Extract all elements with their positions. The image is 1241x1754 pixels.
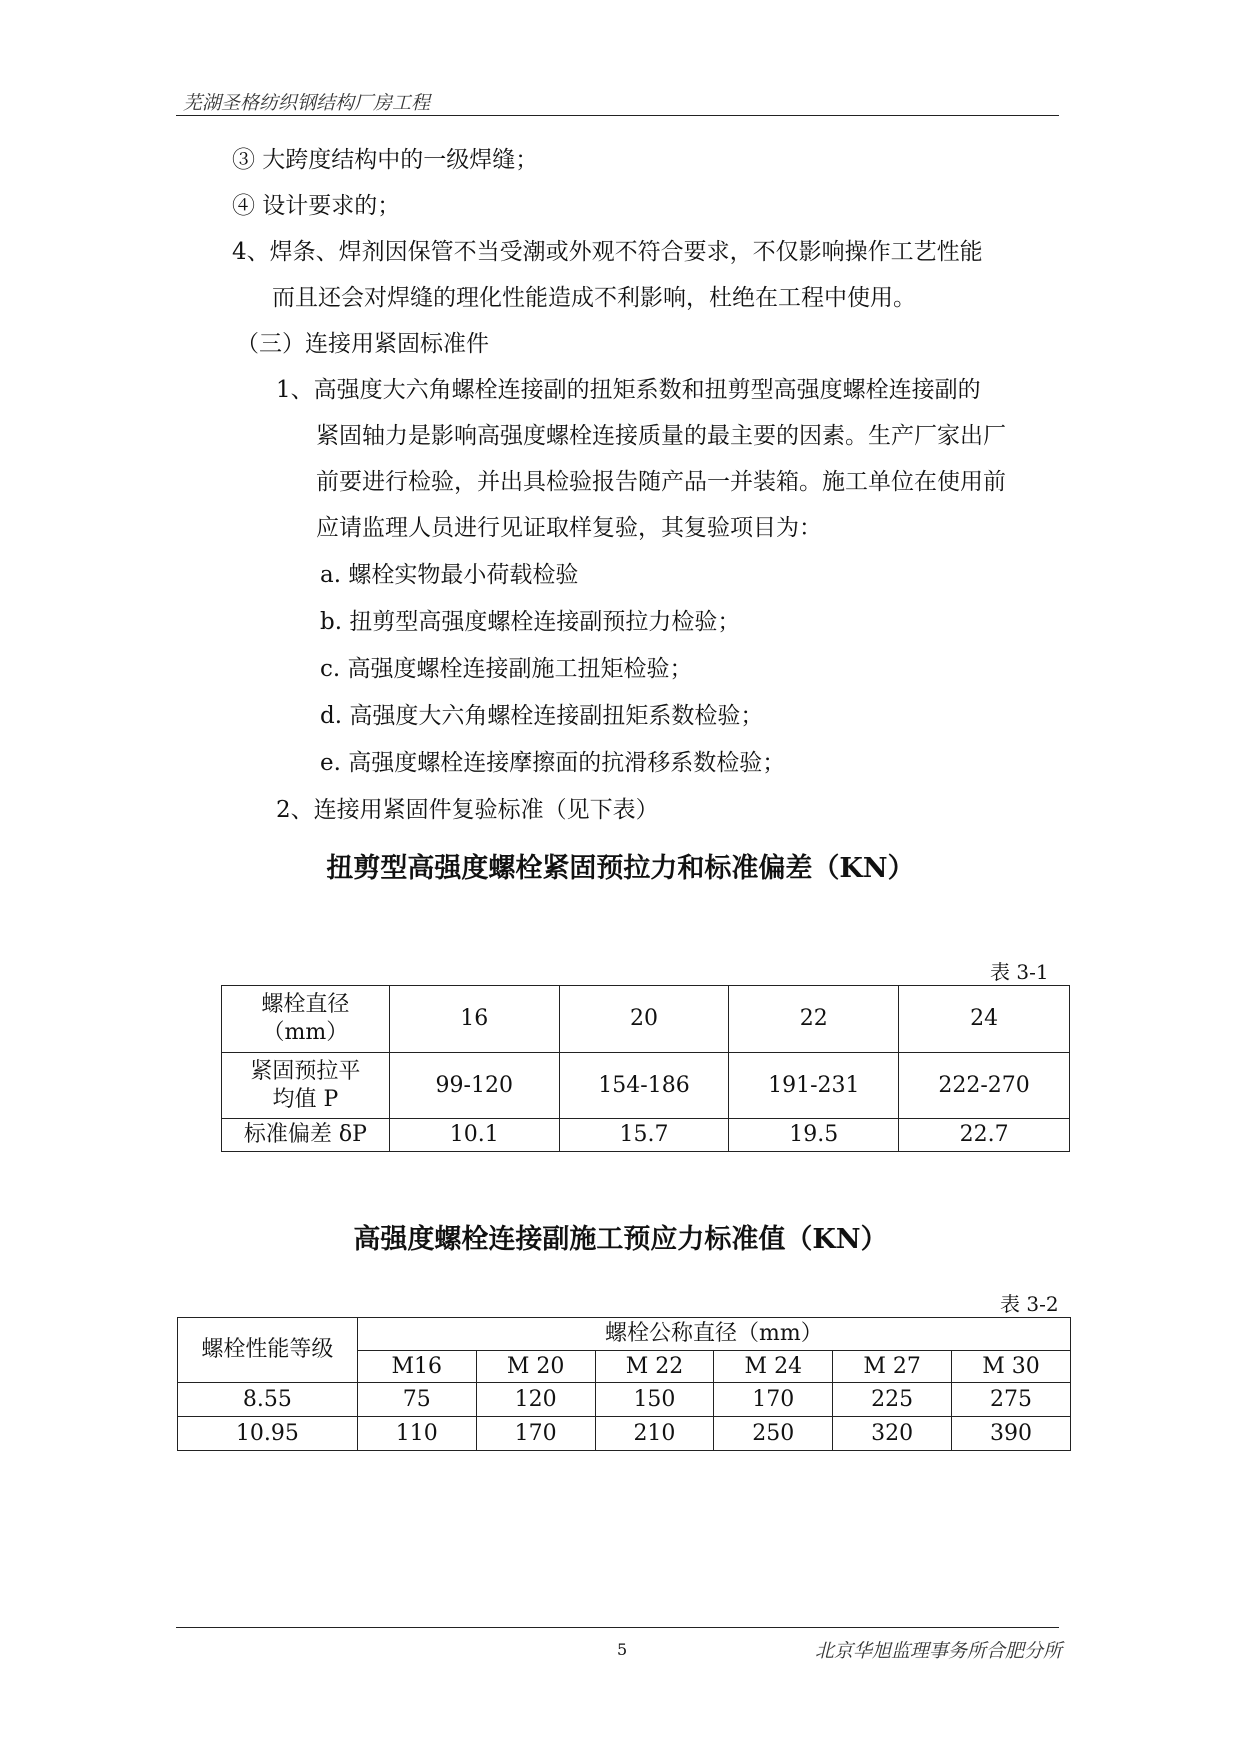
- table2-value-cell: 225: [833, 1383, 952, 1417]
- paragraph-item-1-line1: 1、高强度大六角螺栓连接副的扭矩系数和扭剪型高强度螺栓连接副的: [276, 377, 981, 403]
- table1-diameter-cell: 22: [729, 986, 899, 1053]
- table2-row-grade-8-55: [178, 1383, 1071, 1417]
- table2-value-cell: 170: [476, 1417, 595, 1451]
- list-item-4-circle: ④ 设计要求的；: [232, 193, 401, 219]
- paragraph-item-1-line4: 应请监理人员进行见证取样复验，其复验项目为：: [316, 515, 822, 541]
- table1-pretension-label-line2: 均值 P: [272, 1086, 339, 1112]
- table1-pretension-cell: 154-186: [559, 1053, 729, 1119]
- table2-title: 高强度螺栓连接副施工预应力标准值（KN）: [353, 1224, 888, 1255]
- paragraph-item-1-line2: 紧固轴力是影响高强度螺栓连接质量的最主要的因素。生产厂家出厂: [316, 423, 1006, 449]
- table1-diameter-cell: 20: [559, 986, 729, 1053]
- table1-row-pretension: [222, 1053, 1070, 1119]
- table1-pretension-label-line1: 紧固预拉平: [250, 1058, 361, 1084]
- footer-organization: 北京华旭监理事务所合肥分所: [815, 1640, 1063, 1662]
- table2-value-cell: 120: [476, 1383, 595, 1417]
- table2-value-cell: 150: [595, 1383, 714, 1417]
- table2-value-cell: 170: [714, 1383, 833, 1417]
- table2-row-grade-10-95: [178, 1417, 1071, 1451]
- list-item-3-circle: ③ 大跨度结构中的一级焊缝；: [232, 147, 539, 173]
- table1-row-diameter: [222, 986, 1070, 1053]
- sub-item-a: a. 螺栓实物最小荷载检验: [320, 562, 579, 588]
- table2-value-cell: 320: [833, 1417, 952, 1451]
- table1-deviation-cell: 22.7: [899, 1119, 1070, 1152]
- paragraph-item-4-line1: 4、焊条、焊剂因保管不当受潮或外观不符合要求，不仅影响操作工艺性能: [232, 239, 983, 265]
- table1-pretension-label-cell: [222, 1053, 390, 1119]
- table2-size-cell: M 24: [714, 1351, 833, 1383]
- table1-header-cell: [222, 986, 390, 1053]
- table2-value-cell: 275: [952, 1383, 1071, 1417]
- section-heading-3: （三）连接用紧固标准件: [236, 331, 489, 357]
- sub-item-c: c. 高强度螺栓连接副施工扭矩检验；: [320, 656, 693, 682]
- paragraph-item-4-line2: 而且还会对焊缝的理化性能造成不利影响，杜绝在工程中使用。: [272, 285, 916, 311]
- table2-number: 表 3-2: [1000, 1292, 1059, 1316]
- paragraph-item-1-line3: 前要进行检验，并出具检验报告随产品一并装箱。施工单位在使用前: [316, 469, 1006, 495]
- table2-size-cell: M 30: [952, 1351, 1071, 1383]
- table2-value-cell: 250: [714, 1417, 833, 1451]
- table1-pretension-cell: 191-231: [729, 1053, 899, 1119]
- table2: [177, 1317, 1071, 1451]
- table2-size-cell: M 20: [476, 1351, 595, 1383]
- table1-diameter-cell: 16: [389, 986, 559, 1053]
- table2-diameter-header-cell: 螺栓公称直径（mm）: [357, 1318, 1070, 1351]
- table1-diameter-cell: 24: [899, 986, 1070, 1053]
- header-rule: [176, 115, 1059, 116]
- table2-grade-cell: 10.95: [178, 1417, 358, 1451]
- table2-value-cell: 110: [357, 1417, 476, 1451]
- table1-row-deviation: [222, 1119, 1070, 1152]
- table1: [221, 985, 1070, 1152]
- table2-grade-header-cell: 螺栓性能等级: [178, 1318, 358, 1383]
- table1-header-line1: 螺栓直径: [261, 992, 350, 1017]
- table2-value-cell: 390: [952, 1417, 1071, 1451]
- table1-pretension-cell: 222-270: [899, 1053, 1070, 1119]
- table2-header-row1: [178, 1318, 1071, 1351]
- table1-title: 扭剪型高强度螺栓紧固预拉力和标准偏差（KN）: [326, 853, 915, 884]
- sub-item-b: b. 扭剪型高强度螺栓连接副预拉力检验；: [320, 609, 741, 635]
- table2-grade-cell: 8.55: [178, 1383, 358, 1417]
- table2-value-cell: 75: [357, 1383, 476, 1417]
- table1-number: 表 3-1: [990, 960, 1049, 984]
- table1-deviation-label-cell: 标准偏差 δP: [222, 1119, 390, 1152]
- table1-deviation-cell: 19.5: [729, 1119, 899, 1152]
- sub-item-e: e. 高强度螺栓连接摩擦面的抗滑移系数检验；: [320, 750, 786, 776]
- table1-pretension-cell: 99-120: [389, 1053, 559, 1119]
- document-header-title: 芜湖圣格纺织钢结构厂房工程: [183, 92, 431, 114]
- table1-deviation-cell: 10.1: [389, 1119, 559, 1152]
- footer-rule: [176, 1627, 1059, 1628]
- table2-size-cell: M 27: [833, 1351, 952, 1383]
- table1-header-line2: （mm）: [262, 1020, 349, 1045]
- sub-item-d: d. 高强度大六角螺栓连接副扭矩系数检验；: [320, 703, 764, 729]
- table2-size-cell: M16: [357, 1351, 476, 1383]
- table2-value-cell: 210: [595, 1417, 714, 1451]
- paragraph-item-2: 2、连接用紧固件复验标准（见下表）: [276, 797, 659, 823]
- page-number: 5: [617, 1640, 628, 1659]
- table2-size-cell: M 22: [595, 1351, 714, 1383]
- table1-deviation-cell: 15.7: [559, 1119, 729, 1152]
